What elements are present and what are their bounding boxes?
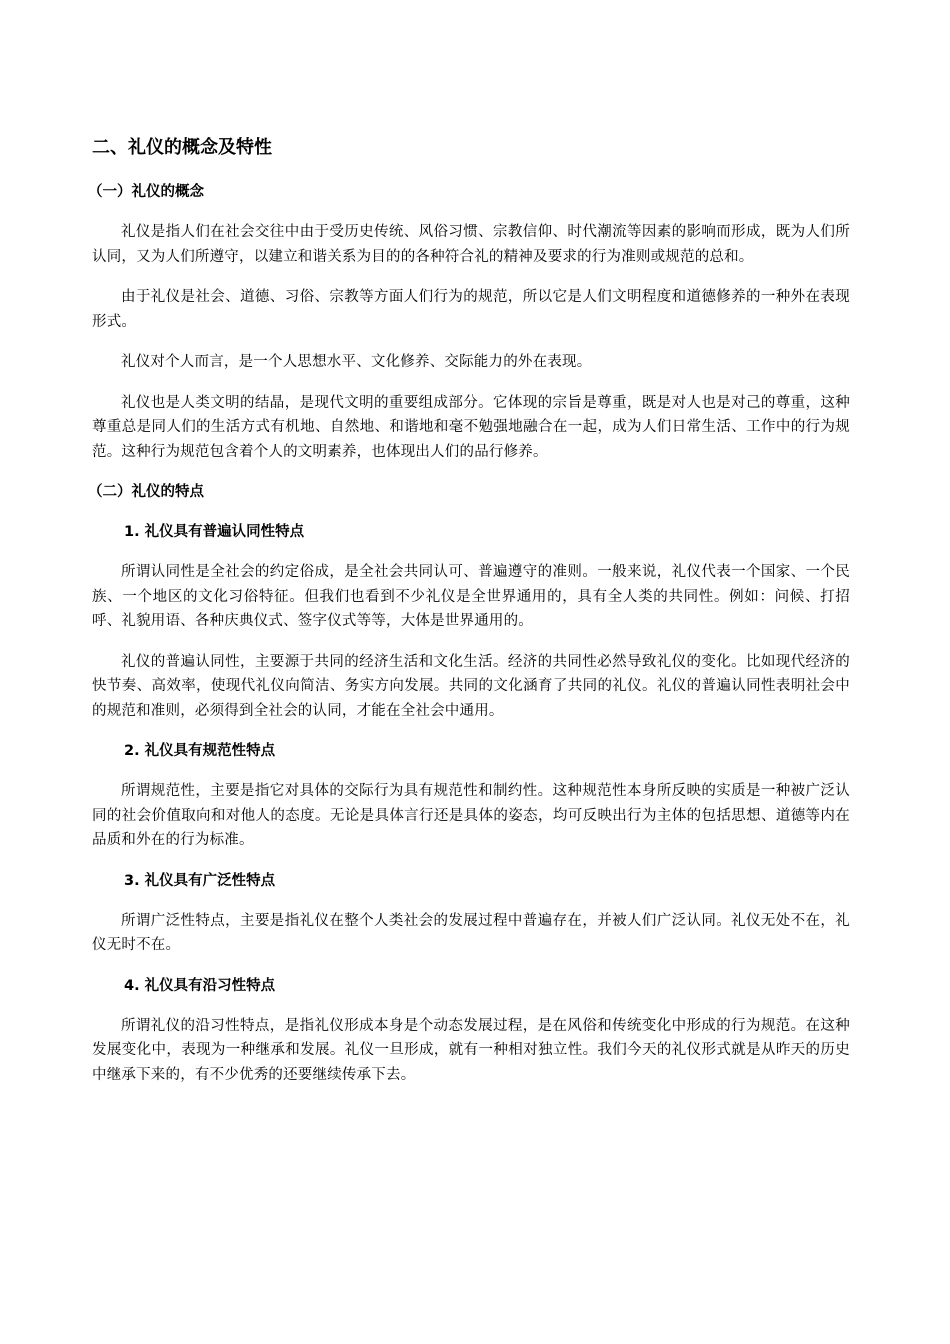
concept-paragraph: 礼仪是指人们在社会交往中由于受历史传统、风俗习惯、宗教信仰、时代潮流等因素的影响而形成，既为人们所认同，又为人们所遵守，以建立和谐关系为目的的各种符合礼的精神及要求的行为准则或规范的总和。: [92, 224, 850, 265]
feature-title: 1. 礼仪具有普遍认同性特点: [124, 524, 305, 540]
section-title: 二、礼仪的概念及特性: [92, 137, 272, 158]
concept-heading: （一）礼仪的概念: [88, 184, 204, 200]
document-page: [88, 134, 850, 1103]
concept-paragraph: 礼仪对个人而言，是一个人思想水平、文化修养、交际能力的外在表现。: [121, 354, 592, 370]
feature-paragraph: 所谓广泛性特点，主要是指礼仪在整个人类社会的发展过程中普遍存在，并被人们广泛认同。礼仪无处不在，礼仪无时不在。: [92, 912, 850, 953]
feature-paragraph: 所谓规范性，主要是指它对具体的交际行为具有规范性和制约性。这种规范性本身所反映的实质是一种被广泛认同的社会价值取向和对他人的态度。无论是具体言行还是具体的姿态，均可反映出行为主体的包括思想、道德等内在品质和外在的行为标准。: [92, 783, 850, 848]
feature-paragraph: 所谓认同性是全社会的约定俗成，是全社会共同认可、普遍遵守的准则。一般来说，礼仪代表一个国家、一个民族、一个地区的文化习俗特征。但我们也看到不少礼仪是全世界通用的，具有全人类的共同性。例如：问候、打招呼、礼貌用语、各种庆典仪式、签字仪式等等，大体是世界通用的。: [92, 564, 850, 629]
concept-paragraph: 由于礼仪是社会、道德、习俗、宗教等方面人们行为的规范，所以它是人们文明程度和道德修养的一种外在表现形式。: [92, 289, 850, 330]
feature-paragraph: 所谓礼仪的沿习性特点，是指礼仪形成本身是个动态发展过程，是在风俗和传统变化中形成的行为规范。在这种发展变化中，表现为一种继承和发展。礼仪一旦形成，就有一种相对独立性。我们今天的礼仪形式就是从昨天的历史中继承下来的，有不少优秀的还要继续传承下去。: [92, 1017, 850, 1083]
concept-paragraph: 礼仪也是人类文明的结晶，是现代文明的重要组成部分。它体现的宗旨是尊重，既是对人也是对己的尊重，这种尊重总是同人们的生活方式有机地、自然地、和谐地和毫不勉强地融合在一起，成为人们日常生活、工作中的行为规范。这种行为规范包含着个人的文明素养，也体现出人们的品行修养。: [92, 394, 850, 460]
feature-title: 3. 礼仪具有广泛性特点: [124, 872, 276, 889]
feature-title: 2. 礼仪具有规范性特点: [124, 743, 276, 759]
feature-paragraph: 礼仪的普遍认同性，主要源于共同的经济生活和文化生活。经济的共同性必然导致礼仪的变化。比如现代经济的快节奏、高效率，使现代礼仪向简洁、务实方向发展。共同的文化涵育了共同的礼仪。礼仪的普遍认同性表明社会中的规范和准则，必须得到全社会的认同，才能在全社会中通用。: [92, 653, 850, 719]
features-heading: （二）礼仪的特点: [88, 484, 204, 500]
feature-title: 4. 礼仪具有沿习性特点: [124, 977, 276, 994]
